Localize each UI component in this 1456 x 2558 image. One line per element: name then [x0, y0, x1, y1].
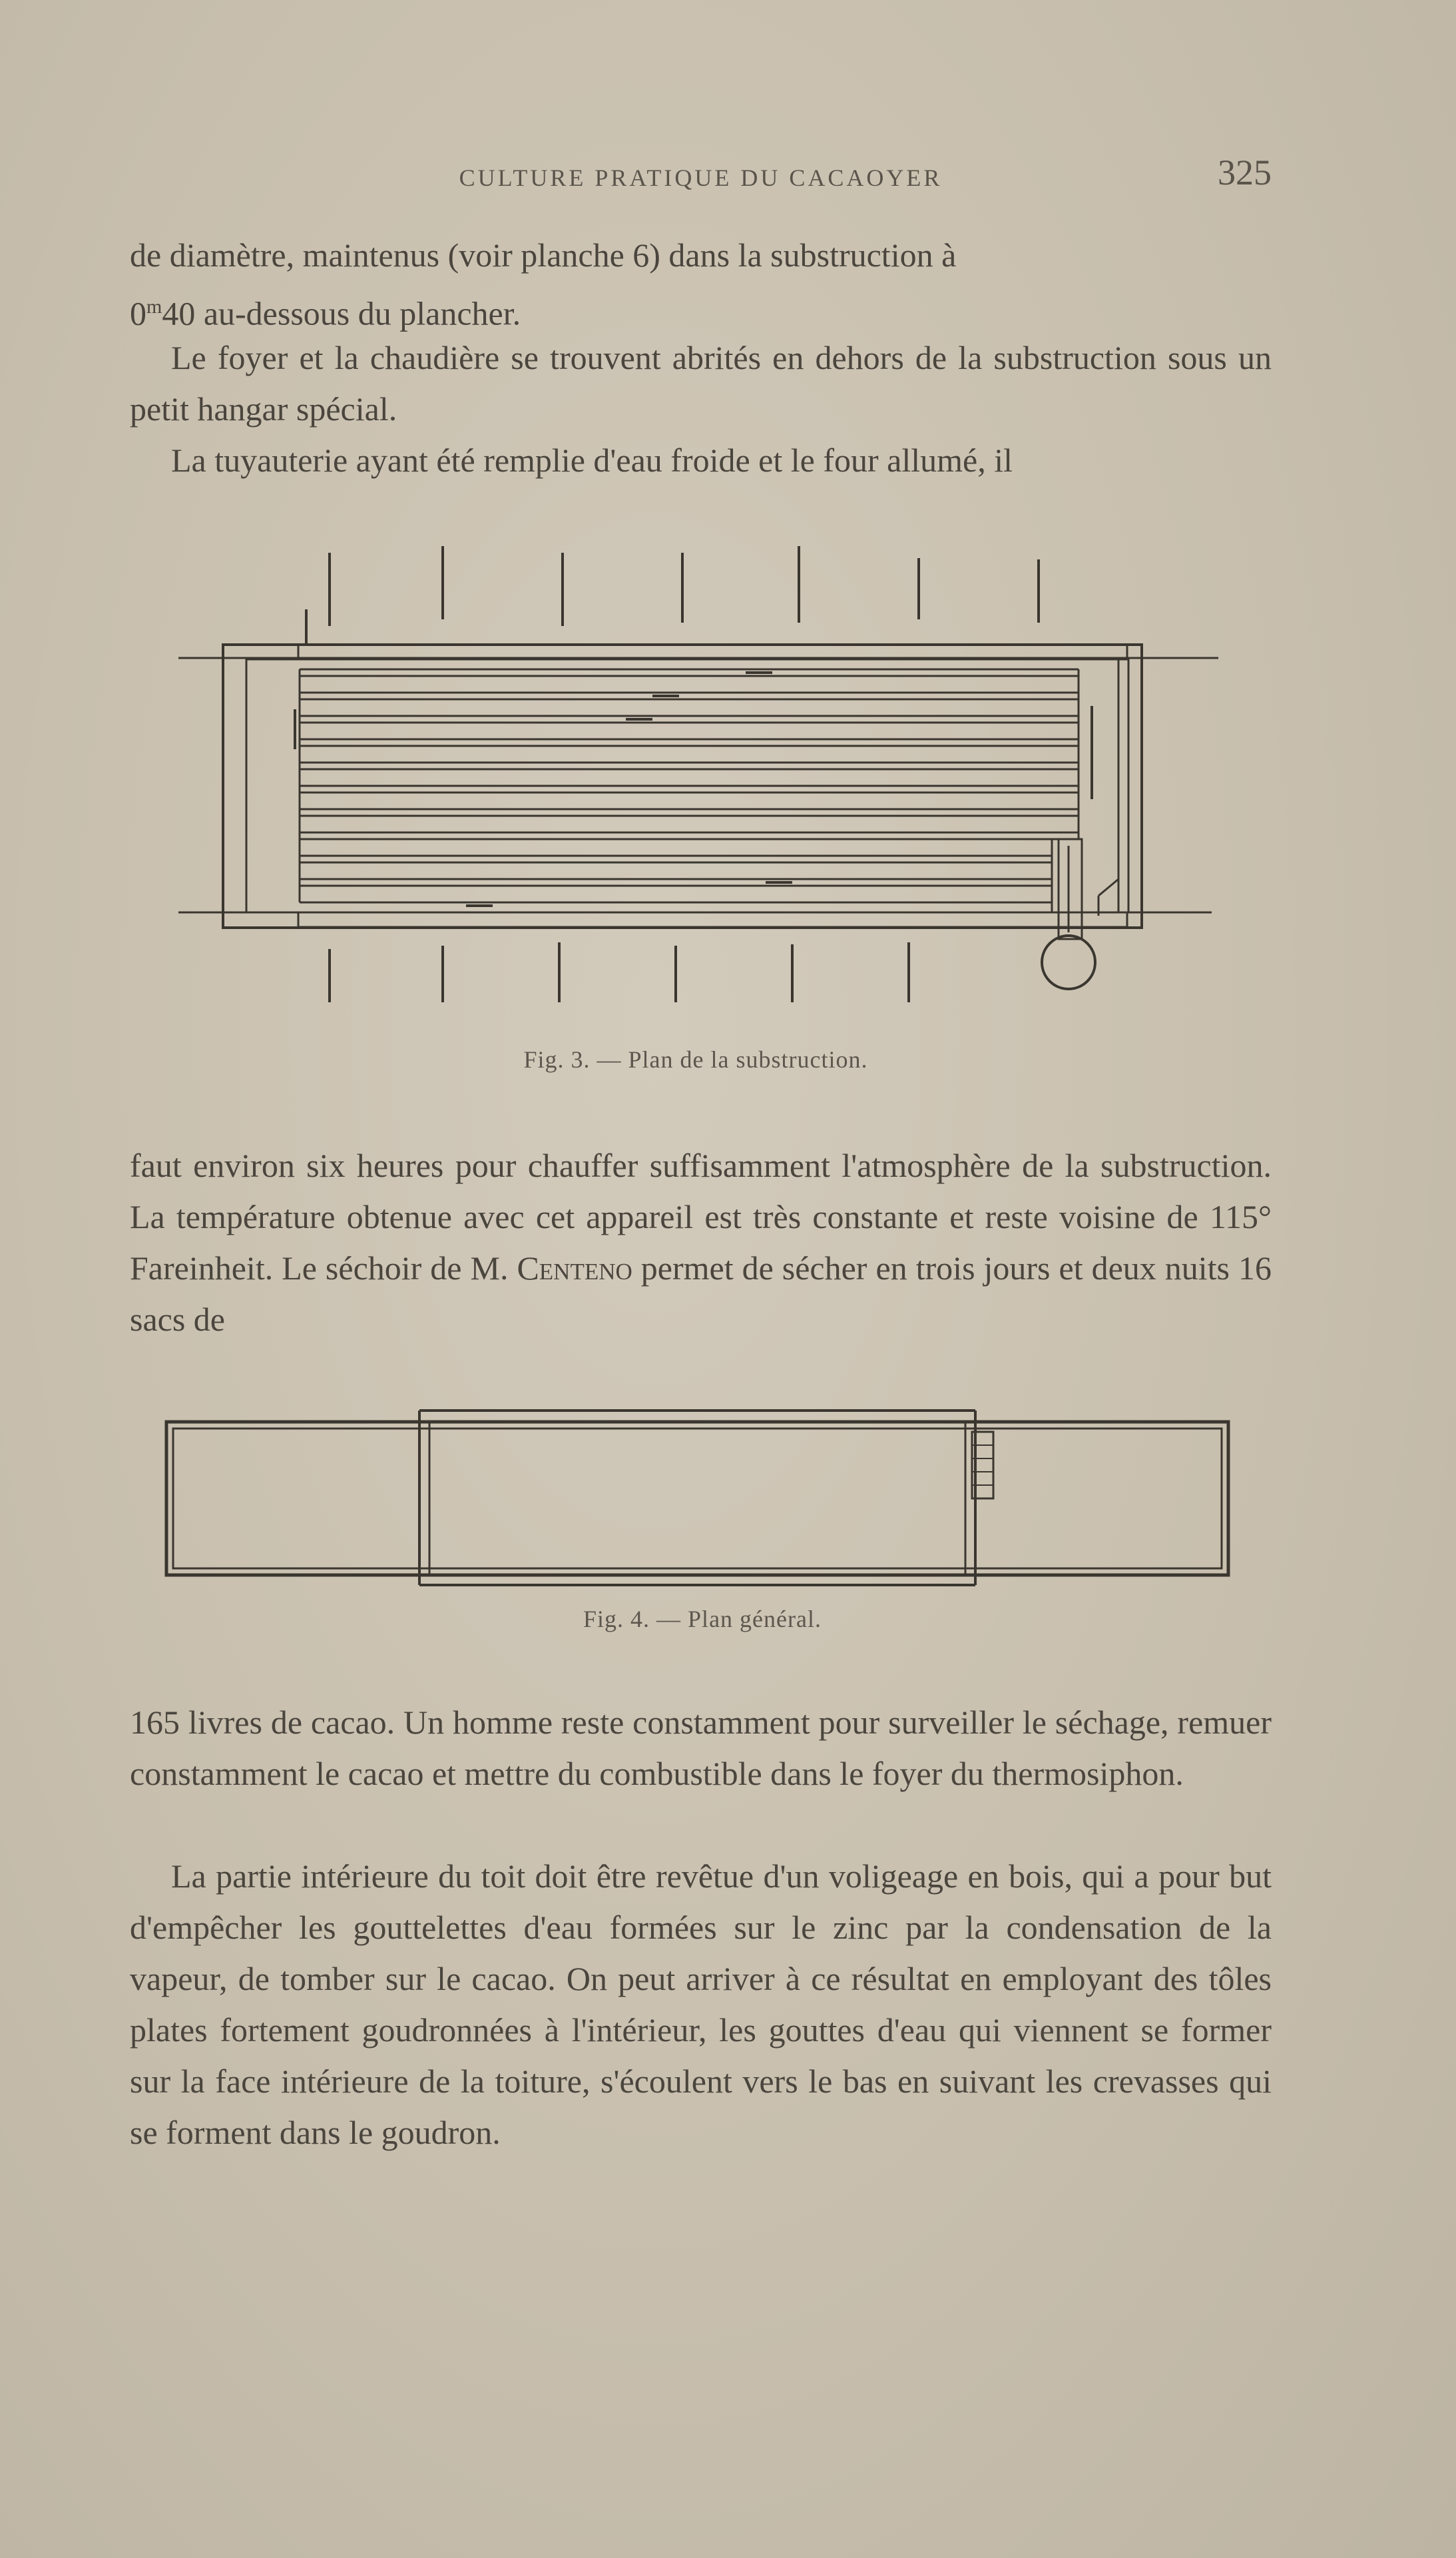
p1-line2-rest: 40 au-dessous du plancher. [162, 294, 521, 332]
paragraph-continuation [130, 230, 1272, 340]
measure-value: 0 [130, 294, 146, 332]
p1-line1: de diamètre, maintenus (voir planche 6) dans la substruction à [130, 236, 957, 274]
paragraph-sechage: 165 livres de cacao. Un homme reste constamment pour surveiller le séchage, remuer constamment le cacao et mettre du combustible dans le foyer du thermosiphon. [130, 1704, 1272, 1792]
figure-4 [163, 1405, 1242, 1652]
figure-4-caption: Fig. 4. — Plan général. [583, 1606, 822, 1632]
paragraph-chauffage [130, 1140, 1272, 1345]
p4-part1: faut environ six heures pour chauffer suffisamment l'atmosphère de la substruction. La température obtenue avec cet appareil est très constante et reste voisine de 115° Fareinheit. Le séchoir de M. [130, 1147, 1272, 1287]
p4-part2: permet de sécher en trois jours et deux nuits 16 sacs de [130, 1249, 1272, 1338]
page-number: 325 [1218, 153, 1272, 192]
figure-3-caption: Fig. 3. — Plan de la substruction. [523, 1046, 868, 1073]
paragraph-foyer: Le foyer et la chaudière se trouvent abrités en dehors de la substruction sous un petit hangar spécial. [130, 339, 1272, 428]
running-title: CULTURE PRATIQUE DU CACAOYER [459, 164, 943, 191]
measure-unit: m [146, 296, 162, 318]
author-name: Centeno [517, 1249, 632, 1287]
substruction-plan-drawing [173, 533, 1218, 1026]
figure-3 [173, 533, 1218, 1079]
paragraph-toit: La partie intérieure du toit doit être revêtue d'un voligeage en bois, qui a pour but d'empêcher les gouttelettes d'eau formées sur le zinc par la condensation de la vapeur, de tomber sur le cacao. On peut arriver à ce résultat en employant des tôles plates fortement goudronnées à l'intérieur, les gouttes d'eau qui viennent se former sur la face intérieure de la toiture, s'écoulent vers le bas en suivant les crevasses qui se forment dans le goudron. [130, 1857, 1272, 2151]
page-header [130, 152, 1272, 198]
paragraph-tuyauterie: La tuyauterie ayant été remplie d'eau froide et le four allumé, il [171, 442, 1013, 479]
general-plan-drawing [163, 1405, 1242, 1592]
